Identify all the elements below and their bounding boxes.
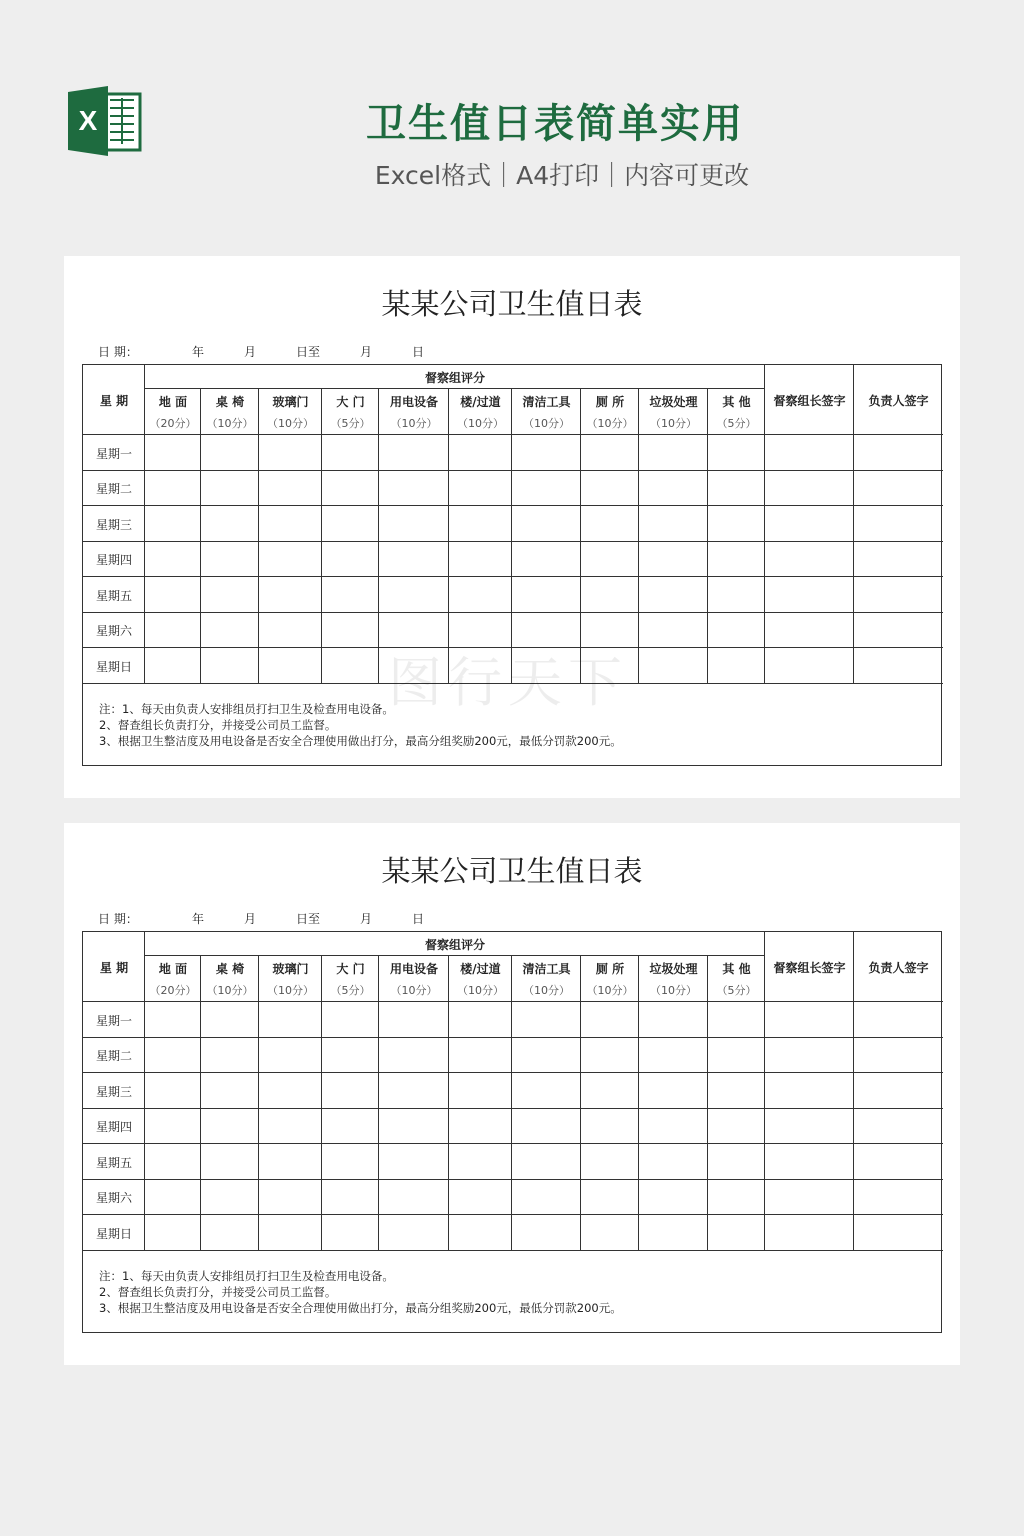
score-cell[interactable] xyxy=(512,648,581,684)
score-cell[interactable] xyxy=(854,471,943,506)
score-cell[interactable] xyxy=(259,1038,322,1073)
category-points: （10分） xyxy=(206,984,254,997)
date-range-row xyxy=(98,910,498,926)
score-cell[interactable] xyxy=(854,577,943,613)
group-score-header: 督察组评分 xyxy=(424,370,485,385)
score-cell[interactable] xyxy=(581,648,639,684)
score-cell[interactable] xyxy=(322,1002,379,1038)
table-gridline xyxy=(83,1250,943,1251)
score-cell[interactable] xyxy=(639,1073,708,1109)
score-cell[interactable] xyxy=(581,1038,639,1073)
score-cell[interactable] xyxy=(639,1002,708,1038)
table-gridline xyxy=(83,647,943,648)
score-cell[interactable] xyxy=(379,1038,449,1073)
score-cell[interactable] xyxy=(145,542,201,577)
score-cell[interactable] xyxy=(512,542,581,577)
score-cell[interactable] xyxy=(581,1180,639,1215)
score-cell[interactable] xyxy=(449,1038,512,1073)
sheet-title: 某某公司卫生值日表 xyxy=(381,854,643,888)
score-cell[interactable] xyxy=(379,1109,449,1144)
score-cell[interactable] xyxy=(145,506,201,542)
category-points: （10分） xyxy=(206,417,254,430)
category-points: （10分） xyxy=(650,417,697,430)
score-cell[interactable] xyxy=(449,542,512,577)
score-cell[interactable] xyxy=(765,1144,854,1180)
note-line: 3、根据卫生整洁度及用电设备是否安全合理使用做出打分，最高分组奖励200元，最低分罚款200元。 xyxy=(99,1301,622,1315)
date-label: 月 xyxy=(360,345,373,359)
score-cell[interactable] xyxy=(512,1073,581,1109)
score-cell[interactable] xyxy=(259,613,322,648)
day-label: 星期一 xyxy=(95,446,132,461)
score-cell[interactable] xyxy=(259,506,322,542)
score-cell[interactable] xyxy=(379,471,449,506)
svg-text:X: X xyxy=(78,105,98,136)
score-cell[interactable] xyxy=(512,1215,581,1251)
score-cell[interactable] xyxy=(708,435,765,471)
date-label: 月 xyxy=(244,345,257,359)
category-name: 用电设备 xyxy=(389,961,438,976)
score-cell[interactable] xyxy=(259,577,322,613)
score-cell[interactable] xyxy=(854,1073,943,1109)
day-label: 星期一 xyxy=(95,1013,132,1028)
table-gridline xyxy=(145,955,765,956)
category-points: （5分） xyxy=(330,984,371,997)
day-label: 星期日 xyxy=(95,659,132,674)
day-label: 星期六 xyxy=(95,624,132,638)
category-points: （10分） xyxy=(390,417,438,430)
score-cell[interactable] xyxy=(201,577,259,613)
score-cell[interactable] xyxy=(379,648,449,684)
category-name: 厕 所 xyxy=(595,394,625,409)
score-cell[interactable] xyxy=(201,1038,259,1073)
page-title: 卫生值日表简单实用 xyxy=(366,101,744,147)
score-cell[interactable] xyxy=(639,613,708,648)
score-cell[interactable] xyxy=(581,613,639,648)
score-cell[interactable] xyxy=(201,1073,259,1109)
score-cell[interactable] xyxy=(512,613,581,648)
category-name: 垃圾处理 xyxy=(649,961,698,976)
score-cell[interactable] xyxy=(449,435,512,471)
score-cell[interactable] xyxy=(201,506,259,542)
score-cell[interactable] xyxy=(512,1002,581,1038)
category-points: （10分） xyxy=(457,417,504,430)
score-cell[interactable] xyxy=(639,1109,708,1144)
score-cell[interactable] xyxy=(639,577,708,613)
category-points: （10分） xyxy=(390,984,438,997)
score-cell[interactable] xyxy=(201,1002,259,1038)
score-cell[interactable] xyxy=(449,1073,512,1109)
score-cell[interactable] xyxy=(708,506,765,542)
score-cell[interactable] xyxy=(639,542,708,577)
table-gridline xyxy=(145,388,765,389)
duty-table xyxy=(82,364,942,766)
score-cell[interactable] xyxy=(201,542,259,577)
score-cell[interactable] xyxy=(854,1109,943,1144)
category-name: 玻璃门 xyxy=(272,961,309,976)
score-cell[interactable] xyxy=(379,1002,449,1038)
notes-block xyxy=(99,1268,622,1316)
score-cell[interactable] xyxy=(639,1180,708,1215)
score-cell[interactable] xyxy=(639,1144,708,1180)
leader-sign-header: 督察组长签字 xyxy=(773,960,846,975)
date-label: 日 xyxy=(412,912,425,926)
score-cell[interactable] xyxy=(145,1180,201,1215)
day-label: 星期日 xyxy=(95,1226,132,1241)
score-cell[interactable] xyxy=(639,506,708,542)
score-cell[interactable] xyxy=(854,1215,943,1251)
category-name: 地 面 xyxy=(158,394,188,409)
sheet-preview-1 xyxy=(64,256,960,798)
category-name: 清洁工具 xyxy=(522,961,571,976)
score-cell[interactable] xyxy=(639,648,708,684)
score-cell[interactable] xyxy=(639,471,708,506)
score-cell[interactable] xyxy=(449,613,512,648)
category-points: （20分） xyxy=(149,984,197,997)
category-name: 厕 所 xyxy=(595,961,625,976)
day-label: 星期四 xyxy=(95,1120,132,1134)
score-cell[interactable] xyxy=(581,1109,639,1144)
week-column-header: 星 期 xyxy=(99,960,129,975)
score-cell[interactable] xyxy=(322,542,379,577)
score-cell[interactable] xyxy=(259,435,322,471)
score-cell[interactable] xyxy=(322,471,379,506)
category-name: 其 他 xyxy=(722,961,751,976)
table-gridline xyxy=(83,1214,943,1215)
score-cell[interactable] xyxy=(765,577,854,613)
category-points: （5分） xyxy=(716,984,757,997)
score-cell[interactable] xyxy=(581,577,639,613)
score-cell[interactable] xyxy=(145,613,201,648)
score-cell[interactable] xyxy=(708,1215,765,1251)
score-cell[interactable] xyxy=(322,1109,379,1144)
score-cell[interactable] xyxy=(854,542,943,577)
owner-sign-header: 负责人签字 xyxy=(868,393,929,408)
score-cell[interactable] xyxy=(854,1038,943,1073)
date-label: 日至 xyxy=(296,345,321,359)
day-label: 星期五 xyxy=(95,588,132,603)
score-cell[interactable] xyxy=(259,1002,322,1038)
score-cell[interactable] xyxy=(145,1073,201,1109)
score-cell[interactable] xyxy=(379,542,449,577)
score-cell[interactable] xyxy=(379,1180,449,1215)
score-cell[interactable] xyxy=(708,1038,765,1073)
table-gridline xyxy=(83,612,943,613)
score-cell[interactable] xyxy=(708,471,765,506)
score-cell[interactable] xyxy=(449,1215,512,1251)
day-label: 星期三 xyxy=(95,517,132,532)
table-gridline xyxy=(83,1108,943,1109)
table-gridline xyxy=(83,434,943,435)
date-label: 月 xyxy=(360,912,373,926)
score-cell[interactable] xyxy=(322,435,379,471)
note-line: 2、督查组长负责打分，并接受公司员工监督。 xyxy=(99,1285,337,1299)
score-cell[interactable] xyxy=(322,1073,379,1109)
table-gridline xyxy=(83,1001,943,1002)
score-cell[interactable] xyxy=(201,648,259,684)
day-label: 星期二 xyxy=(95,1049,132,1063)
score-cell[interactable] xyxy=(259,542,322,577)
category-name: 清洁工具 xyxy=(522,394,571,409)
category-name: 垃圾处理 xyxy=(649,394,698,409)
score-cell[interactable] xyxy=(765,1038,854,1073)
score-cell[interactable] xyxy=(259,471,322,506)
sheet-title: 某某公司卫生值日表 xyxy=(381,287,643,321)
score-cell[interactable] xyxy=(449,577,512,613)
category-name: 楼/过道 xyxy=(460,394,501,409)
score-cell[interactable] xyxy=(379,577,449,613)
category-name: 大 门 xyxy=(336,961,365,976)
score-cell[interactable] xyxy=(765,1109,854,1144)
score-cell[interactable] xyxy=(765,1073,854,1109)
score-cell[interactable] xyxy=(708,1144,765,1180)
score-cell[interactable] xyxy=(201,1144,259,1180)
score-cell[interactable] xyxy=(512,577,581,613)
score-cell[interactable] xyxy=(512,506,581,542)
score-cell[interactable] xyxy=(765,542,854,577)
score-cell[interactable] xyxy=(639,1038,708,1073)
day-label: 星期三 xyxy=(95,1084,132,1099)
score-cell[interactable] xyxy=(201,435,259,471)
score-cell[interactable] xyxy=(581,1215,639,1251)
score-cell[interactable] xyxy=(322,613,379,648)
score-cell[interactable] xyxy=(449,1109,512,1144)
score-cell[interactable] xyxy=(708,542,765,577)
sheet-preview-2 xyxy=(64,823,960,1365)
score-cell[interactable] xyxy=(259,1215,322,1251)
category-name: 用电设备 xyxy=(389,394,438,409)
category-name: 桌 椅 xyxy=(215,394,245,409)
score-cell[interactable] xyxy=(379,435,449,471)
day-label: 星期六 xyxy=(95,1191,132,1205)
score-cell[interactable] xyxy=(322,577,379,613)
score-cell[interactable] xyxy=(708,613,765,648)
table-gridline xyxy=(83,1179,943,1180)
table-gridline xyxy=(144,365,145,684)
date-range-row xyxy=(98,343,498,359)
score-cell[interactable] xyxy=(322,1038,379,1073)
score-cell[interactable] xyxy=(322,648,379,684)
score-cell[interactable] xyxy=(765,471,854,506)
score-cell[interactable] xyxy=(145,1002,201,1038)
score-cell[interactable] xyxy=(259,648,322,684)
score-cell[interactable] xyxy=(512,1180,581,1215)
score-cell[interactable] xyxy=(854,506,943,542)
day-label: 星期四 xyxy=(95,553,132,567)
score-cell[interactable] xyxy=(639,435,708,471)
date-label: 日 期： xyxy=(98,912,138,926)
table-gridline xyxy=(764,365,765,684)
score-cell[interactable] xyxy=(765,506,854,542)
score-cell[interactable] xyxy=(765,1215,854,1251)
score-cell[interactable] xyxy=(259,1073,322,1109)
score-cell[interactable] xyxy=(708,1073,765,1109)
score-cell[interactable] xyxy=(512,435,581,471)
score-cell[interactable] xyxy=(581,1002,639,1038)
score-cell[interactable] xyxy=(708,1109,765,1144)
score-cell[interactable] xyxy=(581,1073,639,1109)
category-points: （10分） xyxy=(586,984,634,997)
table-gridline xyxy=(83,576,943,577)
category-points: （10分） xyxy=(523,417,570,430)
score-cell[interactable] xyxy=(708,648,765,684)
score-cell[interactable] xyxy=(259,1109,322,1144)
score-cell[interactable] xyxy=(449,1002,512,1038)
date-label: 日 期： xyxy=(98,345,138,359)
leader-sign-header: 督察组长签字 xyxy=(773,393,846,408)
category-points: （20分） xyxy=(149,417,197,430)
score-cell[interactable] xyxy=(145,471,201,506)
score-cell[interactable] xyxy=(322,1180,379,1215)
score-cell[interactable] xyxy=(145,648,201,684)
table-gridline xyxy=(83,1143,943,1144)
score-cell[interactable] xyxy=(854,1002,943,1038)
score-cell[interactable] xyxy=(581,471,639,506)
score-cell[interactable] xyxy=(765,613,854,648)
group-score-header: 督察组评分 xyxy=(424,937,485,952)
score-cell[interactable] xyxy=(379,1073,449,1109)
score-cell[interactable] xyxy=(512,1144,581,1180)
score-cell[interactable] xyxy=(581,435,639,471)
score-cell[interactable] xyxy=(201,1109,259,1144)
category-points: （10分） xyxy=(523,984,570,997)
table-gridline xyxy=(764,932,765,1251)
category-name: 玻璃门 xyxy=(272,394,309,409)
score-cell[interactable] xyxy=(854,435,943,471)
category-points: （5分） xyxy=(330,417,371,430)
score-cell[interactable] xyxy=(581,1144,639,1180)
date-label: 日至 xyxy=(296,912,321,926)
note-line: 3、根据卫生整洁度及用电设备是否安全合理使用做出打分，最高分组奖励200元，最低分罚款200元。 xyxy=(99,734,622,748)
date-label: 年 xyxy=(192,345,205,359)
table-gridline xyxy=(853,932,854,1251)
score-cell[interactable] xyxy=(512,1109,581,1144)
category-name: 地 面 xyxy=(158,961,188,976)
date-label: 日 xyxy=(412,345,425,359)
category-name: 楼/过道 xyxy=(460,961,501,976)
score-cell[interactable] xyxy=(581,506,639,542)
score-cell[interactable] xyxy=(854,1180,943,1215)
day-label: 星期二 xyxy=(95,482,132,496)
score-cell[interactable] xyxy=(765,1180,854,1215)
duty-table xyxy=(82,931,942,1333)
category-points: （10分） xyxy=(457,984,504,997)
score-cell[interactable] xyxy=(201,613,259,648)
score-cell[interactable] xyxy=(449,471,512,506)
score-cell[interactable] xyxy=(145,577,201,613)
category-name: 桌 椅 xyxy=(215,961,245,976)
score-cell[interactable] xyxy=(201,1180,259,1215)
week-column-header: 星 期 xyxy=(99,393,129,408)
category-points: （10分） xyxy=(267,984,314,997)
score-cell[interactable] xyxy=(449,506,512,542)
score-cell[interactable] xyxy=(145,1144,201,1180)
score-cell[interactable] xyxy=(322,506,379,542)
score-cell[interactable] xyxy=(145,435,201,471)
score-cell[interactable] xyxy=(379,613,449,648)
score-cell[interactable] xyxy=(379,506,449,542)
category-points: （10分） xyxy=(586,417,634,430)
score-cell[interactable] xyxy=(322,1144,379,1180)
note-line: 2、督查组长负责打分，并接受公司员工监督。 xyxy=(99,718,337,732)
score-cell[interactable] xyxy=(259,1144,322,1180)
score-cell[interactable] xyxy=(259,1180,322,1215)
score-cell[interactable] xyxy=(379,1215,449,1251)
score-cell[interactable] xyxy=(512,471,581,506)
score-cell[interactable] xyxy=(639,1215,708,1251)
score-cell[interactable] xyxy=(581,542,639,577)
score-cell[interactable] xyxy=(708,1180,765,1215)
score-cell[interactable] xyxy=(765,1002,854,1038)
score-cell[interactable] xyxy=(145,1215,201,1251)
note-line: 注：1、每天由负责人安排组员打扫卫生及检查用电设备。 xyxy=(99,1269,394,1283)
score-cell[interactable] xyxy=(201,471,259,506)
score-cell[interactable] xyxy=(854,1144,943,1180)
score-cell[interactable] xyxy=(708,577,765,613)
score-cell[interactable] xyxy=(512,1038,581,1073)
score-cell[interactable] xyxy=(854,648,943,684)
score-cell[interactable] xyxy=(379,1144,449,1180)
score-cell[interactable] xyxy=(449,1144,512,1180)
category-points: （5分） xyxy=(716,417,757,430)
date-label: 年 xyxy=(192,912,205,926)
date-label: 月 xyxy=(244,912,257,926)
score-cell[interactable] xyxy=(322,1215,379,1251)
table-gridline xyxy=(83,1037,943,1038)
table-gridline xyxy=(83,470,943,471)
score-cell[interactable] xyxy=(145,1109,201,1144)
score-cell[interactable] xyxy=(854,613,943,648)
score-cell[interactable] xyxy=(765,648,854,684)
category-points: （10分） xyxy=(267,417,314,430)
score-cell[interactable] xyxy=(765,435,854,471)
score-cell[interactable] xyxy=(449,648,512,684)
score-cell[interactable] xyxy=(201,1215,259,1251)
score-cell[interactable] xyxy=(449,1180,512,1215)
notes-block xyxy=(99,701,622,749)
category-name: 大 门 xyxy=(336,394,365,409)
score-cell[interactable] xyxy=(708,1002,765,1038)
day-label: 星期五 xyxy=(95,1155,132,1170)
table-gridline xyxy=(83,683,943,684)
category-points: （10分） xyxy=(650,984,697,997)
table-gridline xyxy=(83,505,943,506)
table-gridline xyxy=(83,541,943,542)
score-cell[interactable] xyxy=(145,1038,201,1073)
category-name: 其 他 xyxy=(722,394,751,409)
header xyxy=(0,0,1024,240)
table-gridline xyxy=(83,1072,943,1073)
note-line: 注：1、每天由负责人安排组员打扫卫生及检查用电设备。 xyxy=(99,702,394,716)
page-subtitle: Excel格式｜A4打印｜内容可更改 xyxy=(374,161,750,190)
owner-sign-header: 负责人签字 xyxy=(868,960,929,975)
table-gridline xyxy=(144,932,145,1251)
table-gridline xyxy=(853,365,854,684)
